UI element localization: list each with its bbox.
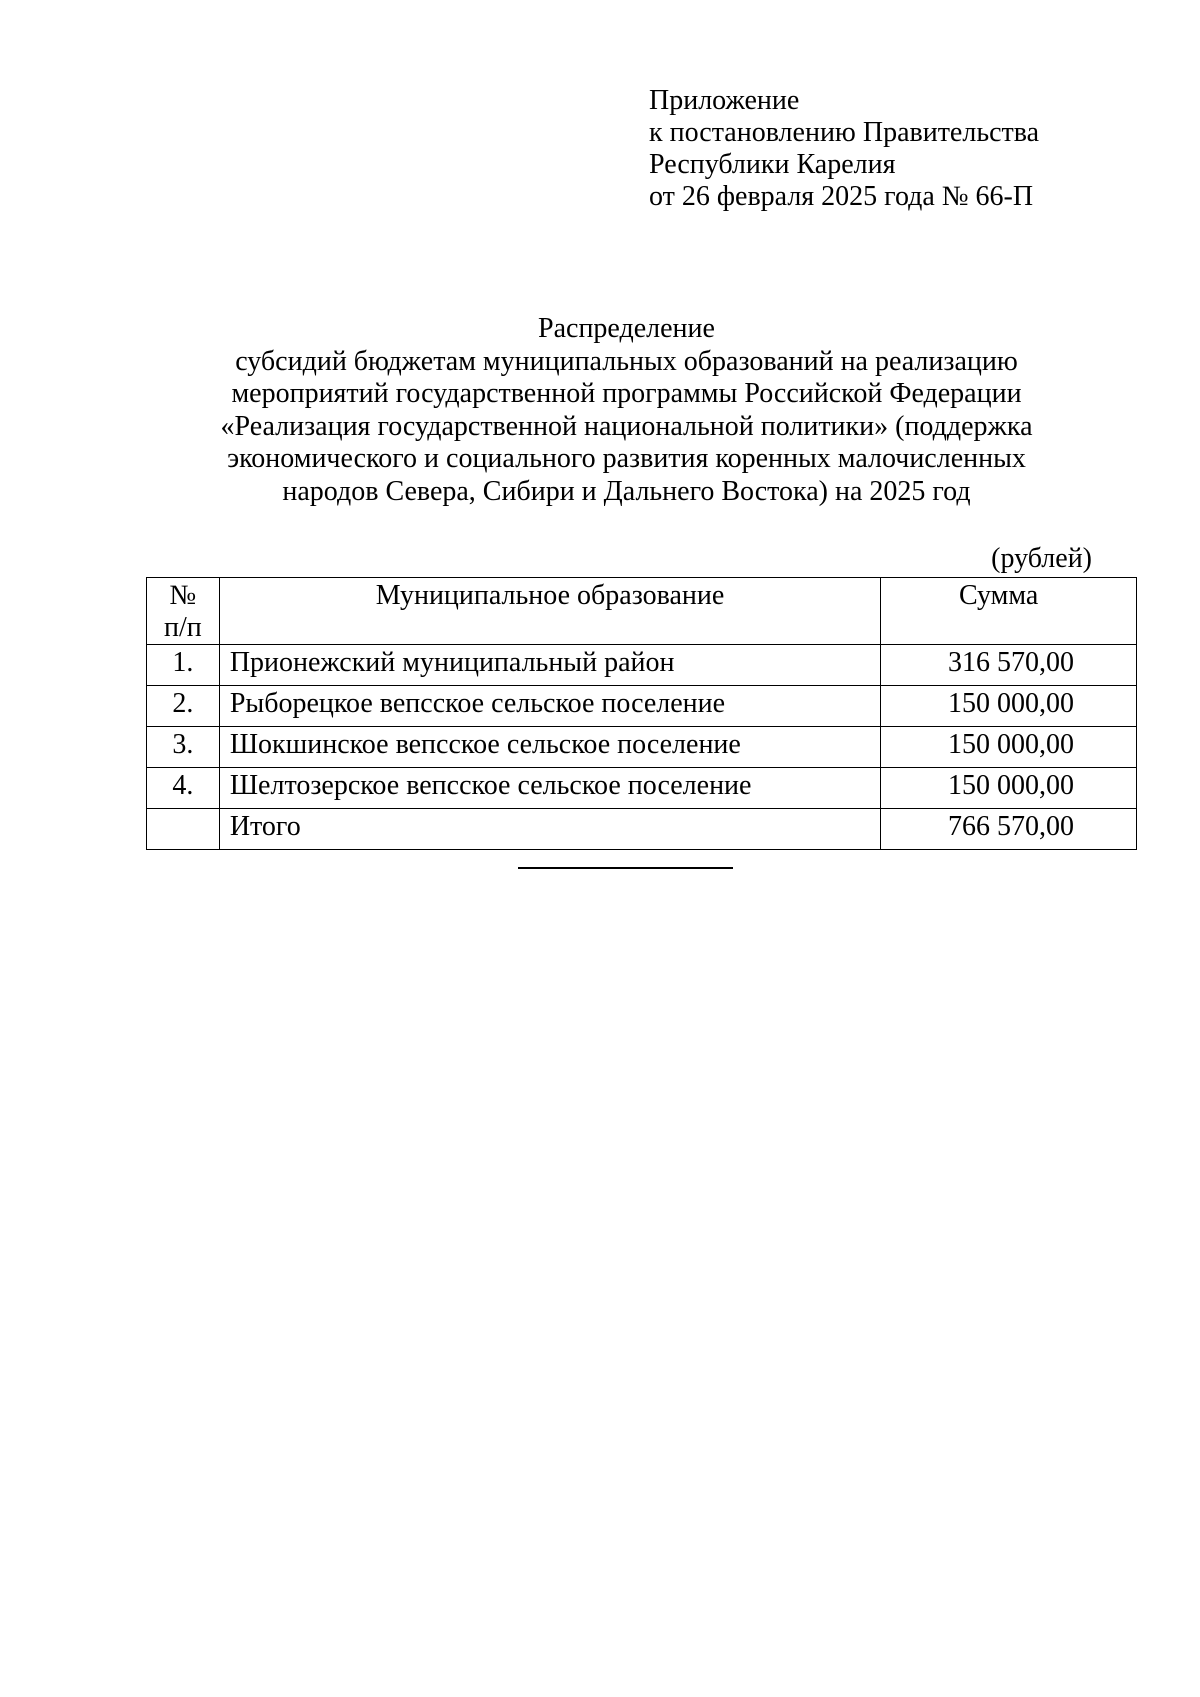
end-divider: [518, 867, 733, 869]
table-total-row: [147, 809, 1137, 850]
title-line: Распределение: [538, 313, 715, 344]
row-number: 4.: [147, 768, 220, 809]
title-line: народов Севера, Сибири и Дальнего Востока) на 2025 год: [282, 475, 971, 507]
table-row: [147, 768, 1137, 809]
title-line: «Реализация государственной национальной политики» (поддержка: [220, 410, 1033, 442]
total-number: [147, 809, 220, 850]
units-label: (рублей): [991, 543, 1092, 574]
header-municipality: Муниципальное образование: [219, 578, 880, 645]
appendix-line: к постановлению Правительства: [649, 117, 1040, 148]
row-municipality: Шелтозерское вепсское сельское поселение: [219, 768, 880, 809]
table-header-row: [147, 578, 1137, 645]
title-line: мероприятий государственной программы Российской Федерации: [231, 378, 1022, 409]
row-municipality: Рыборецкое вепсское сельское поселение: [219, 686, 880, 727]
row-sum: 316 570,00: [881, 645, 1137, 686]
table-row: [147, 727, 1137, 768]
table-row: [147, 686, 1137, 727]
row-municipality: Прионежский муниципальный район: [219, 645, 880, 686]
appendix-line: от 26 февраля 2025 года № 66-П: [649, 181, 1034, 212]
row-sum: 150 000,00: [881, 686, 1137, 727]
row-number: 1.: [147, 645, 220, 686]
document-title: [120, 313, 1133, 508]
row-sum: 150 000,00: [881, 727, 1137, 768]
total-sum: 766 570,00: [881, 809, 1137, 850]
total-label: Итого: [219, 809, 880, 850]
appendix-header: [649, 85, 1039, 213]
allocation-table: [146, 577, 1137, 850]
row-municipality: Шокшинское вепсское сельское поселение: [219, 727, 880, 768]
header-number-line1: №: [169, 580, 197, 611]
header-number: [147, 578, 220, 645]
table-row: [147, 645, 1137, 686]
row-number: 2.: [147, 686, 220, 727]
row-sum: 150 000,00: [881, 768, 1137, 809]
title-line: субсидий бюджетам муниципальных образований на реализацию: [235, 345, 1018, 377]
title-line: экономического и социального развития коренных малочисленных: [227, 443, 1026, 474]
appendix-line: Республики Карелия: [649, 149, 896, 180]
appendix-line: Приложение: [649, 85, 800, 116]
header-sum: Сумма: [881, 578, 1137, 645]
header-number-line2: п/п: [164, 612, 202, 643]
row-number: 3.: [147, 727, 220, 768]
